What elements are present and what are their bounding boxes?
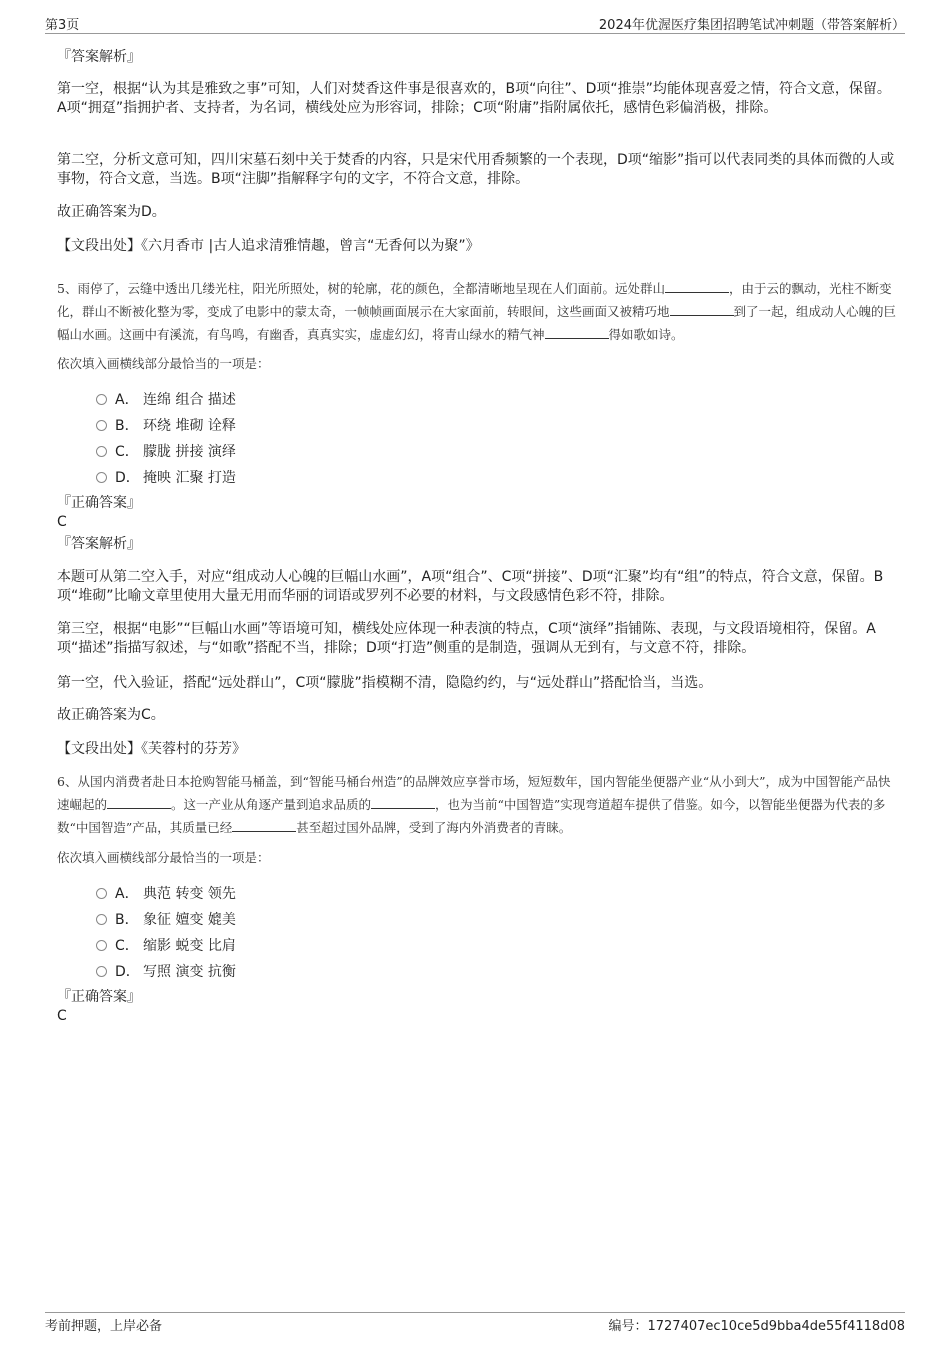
- radio-icon[interactable]: [96, 394, 107, 405]
- analysis-paragraph-1: 第一空，根据“认为其是雅致之事”可知，人们对焚香这件事是很喜欢的，B项“向往”、D项“推崇”均能体现喜爱之情，符合文意，保留。A项“拥趸”指拥护者、支持者，为名词，横线处应为形容词，排除；C项“附庸”指附属依托，感情色彩偏消极，排除。: [57, 81, 891, 116]
- question-6-stem: 6、从国内消费者赴日本抢购智能马桶盖，到“智能马桶台州造”的品牌效应享誉市场，短短数年，国内智能坐便器产业“从小到大”，成为中国智能产品快速崛起的 。这一产业从角逐产量到追求品质的 ，也为当前“中国智造”实现弯道超车提供了借鉴。如今，以智能坐便器为代表的多数“中国智造”产品，其质量已经 甚至超过国外品牌，受到了海内外消费者的青睐。: [57, 774, 891, 835]
- option-a[interactable]: A． 典范 转变 领先: [96, 883, 236, 903]
- source-citation: 【文段出处】《六月香市 |古人追求清雅情趣，曾言“无香何以为聚”》: [57, 238, 480, 254]
- analysis-heading: 『答案解析』: [57, 49, 141, 65]
- answer-conclusion: 故正确答案为C。: [57, 707, 165, 723]
- option-b[interactable]: B． 象征 嬗变 媲美: [96, 909, 236, 929]
- option-d[interactable]: D． 掩映 汇聚 打造: [96, 467, 236, 487]
- question-5-stem: 5、雨停了，云缝中透出几缕光柱，阳光所照处，树的轮廓，花的颜色，全都清晰地呈现在人们面前。远处群山 ，由于云的飘动，光柱不断变化，群山不断被化整为零，变成了电影中的蒙太奇，一帧帧画面展示在大家面前，转眼间，这些画面又被精巧地 到了一起，组成动人心魄的巨幅山水画。这画中有溪流，有鸟鸣，有幽香，真真实实，虚虚幻幻，将青山绿水的精气神 得如歌如诗。: [57, 281, 897, 342]
- answer-blank: [670, 303, 734, 316]
- answer-blank: [107, 796, 171, 809]
- analysis-heading: 『答案解析』: [57, 536, 141, 552]
- analysis-paragraph-2: 第二空，分析文意可知，四川宋墓石刻中关于焚香的内容，只是宋代用香频繁的一个表现，D项“缩影”指可以代表同类的具体而微的人或事物，符合文意，当选。B项“注脚”指解释字句的文字，不符合文意，排除。: [57, 152, 895, 187]
- answer-blank: [665, 280, 729, 293]
- question-5-prompt: 依次填入画横线部分最恰当的一项是：: [57, 356, 270, 371]
- page-header: [45, 11, 905, 34]
- question-6-prompt: 依次填入画横线部分最恰当的一项是：: [57, 850, 270, 865]
- radio-icon[interactable]: [96, 888, 107, 899]
- analysis-paragraph-1: 本题可从第二空入手，对应“组成动人心魄的巨幅山水画”，A项“组合”、C项“拼接”、D项“汇聚”均有“组”的特点，符合文意，保留。B项“堆砌”比喻文章里使用大量无用而华丽的词语或罗列不必要的材料，与文段感情色彩不符，排除。: [57, 569, 884, 604]
- radio-icon[interactable]: [96, 940, 107, 951]
- document-id: 编号：1727407ec10ce5d9bba4de55f4118d08: [608, 1319, 905, 1334]
- source-citation: 【文段出处】《芙蓉村的芬芳》: [57, 741, 246, 757]
- radio-icon[interactable]: [96, 966, 107, 977]
- correct-answer-heading: 『正确答案』: [57, 495, 141, 511]
- option-b[interactable]: B． 环绕 堆砌 诠释: [96, 415, 236, 435]
- document-title: 2024年优渥医疗集团招聘笔试冲刺题（带答案解析）: [598, 18, 905, 33]
- answer-blank: [371, 796, 435, 809]
- footer-slogan: 考前押题，上岸必备: [45, 1319, 163, 1334]
- correct-answer-heading: 『正确答案』: [57, 989, 141, 1005]
- analysis-paragraph-2: 第三空，根据“电影”“巨幅山水画”等语境可知，横线处应体现一种表演的特点，C项“演绎”指铺陈、表现，与文段语境相符，保留。A项“描述”指描写叙述，与“如歌”搭配不当，排除；D项“打造”侧重的是制造，强调从无到有，与文意不符，排除。: [57, 621, 876, 656]
- answer-blank: [232, 819, 296, 832]
- radio-icon[interactable]: [96, 914, 107, 925]
- option-c[interactable]: C． 缩影 蜕变 比肩: [96, 935, 236, 955]
- correct-answer: C: [57, 1008, 67, 1024]
- answer-conclusion: 故正确答案为D。: [57, 204, 166, 220]
- option-a[interactable]: A． 连绵 组合 描述: [96, 389, 236, 409]
- option-d[interactable]: D． 写照 演变 抗衡: [96, 961, 236, 981]
- correct-answer: C: [57, 514, 67, 530]
- radio-icon[interactable]: [96, 446, 107, 457]
- option-c[interactable]: C． 朦胧 拼接 演绎: [96, 441, 236, 461]
- page-number: 第3页: [45, 18, 80, 33]
- radio-icon[interactable]: [96, 420, 107, 431]
- page-footer: [45, 1312, 905, 1333]
- analysis-paragraph-3: 第一空，代入验证，搭配“远处群山”，C项“朦胧”指模糊不清，隐隐约约，与“远处群山”搭配恰当，当选。: [57, 675, 713, 691]
- answer-blank: [545, 326, 609, 339]
- radio-icon[interactable]: [96, 472, 107, 483]
